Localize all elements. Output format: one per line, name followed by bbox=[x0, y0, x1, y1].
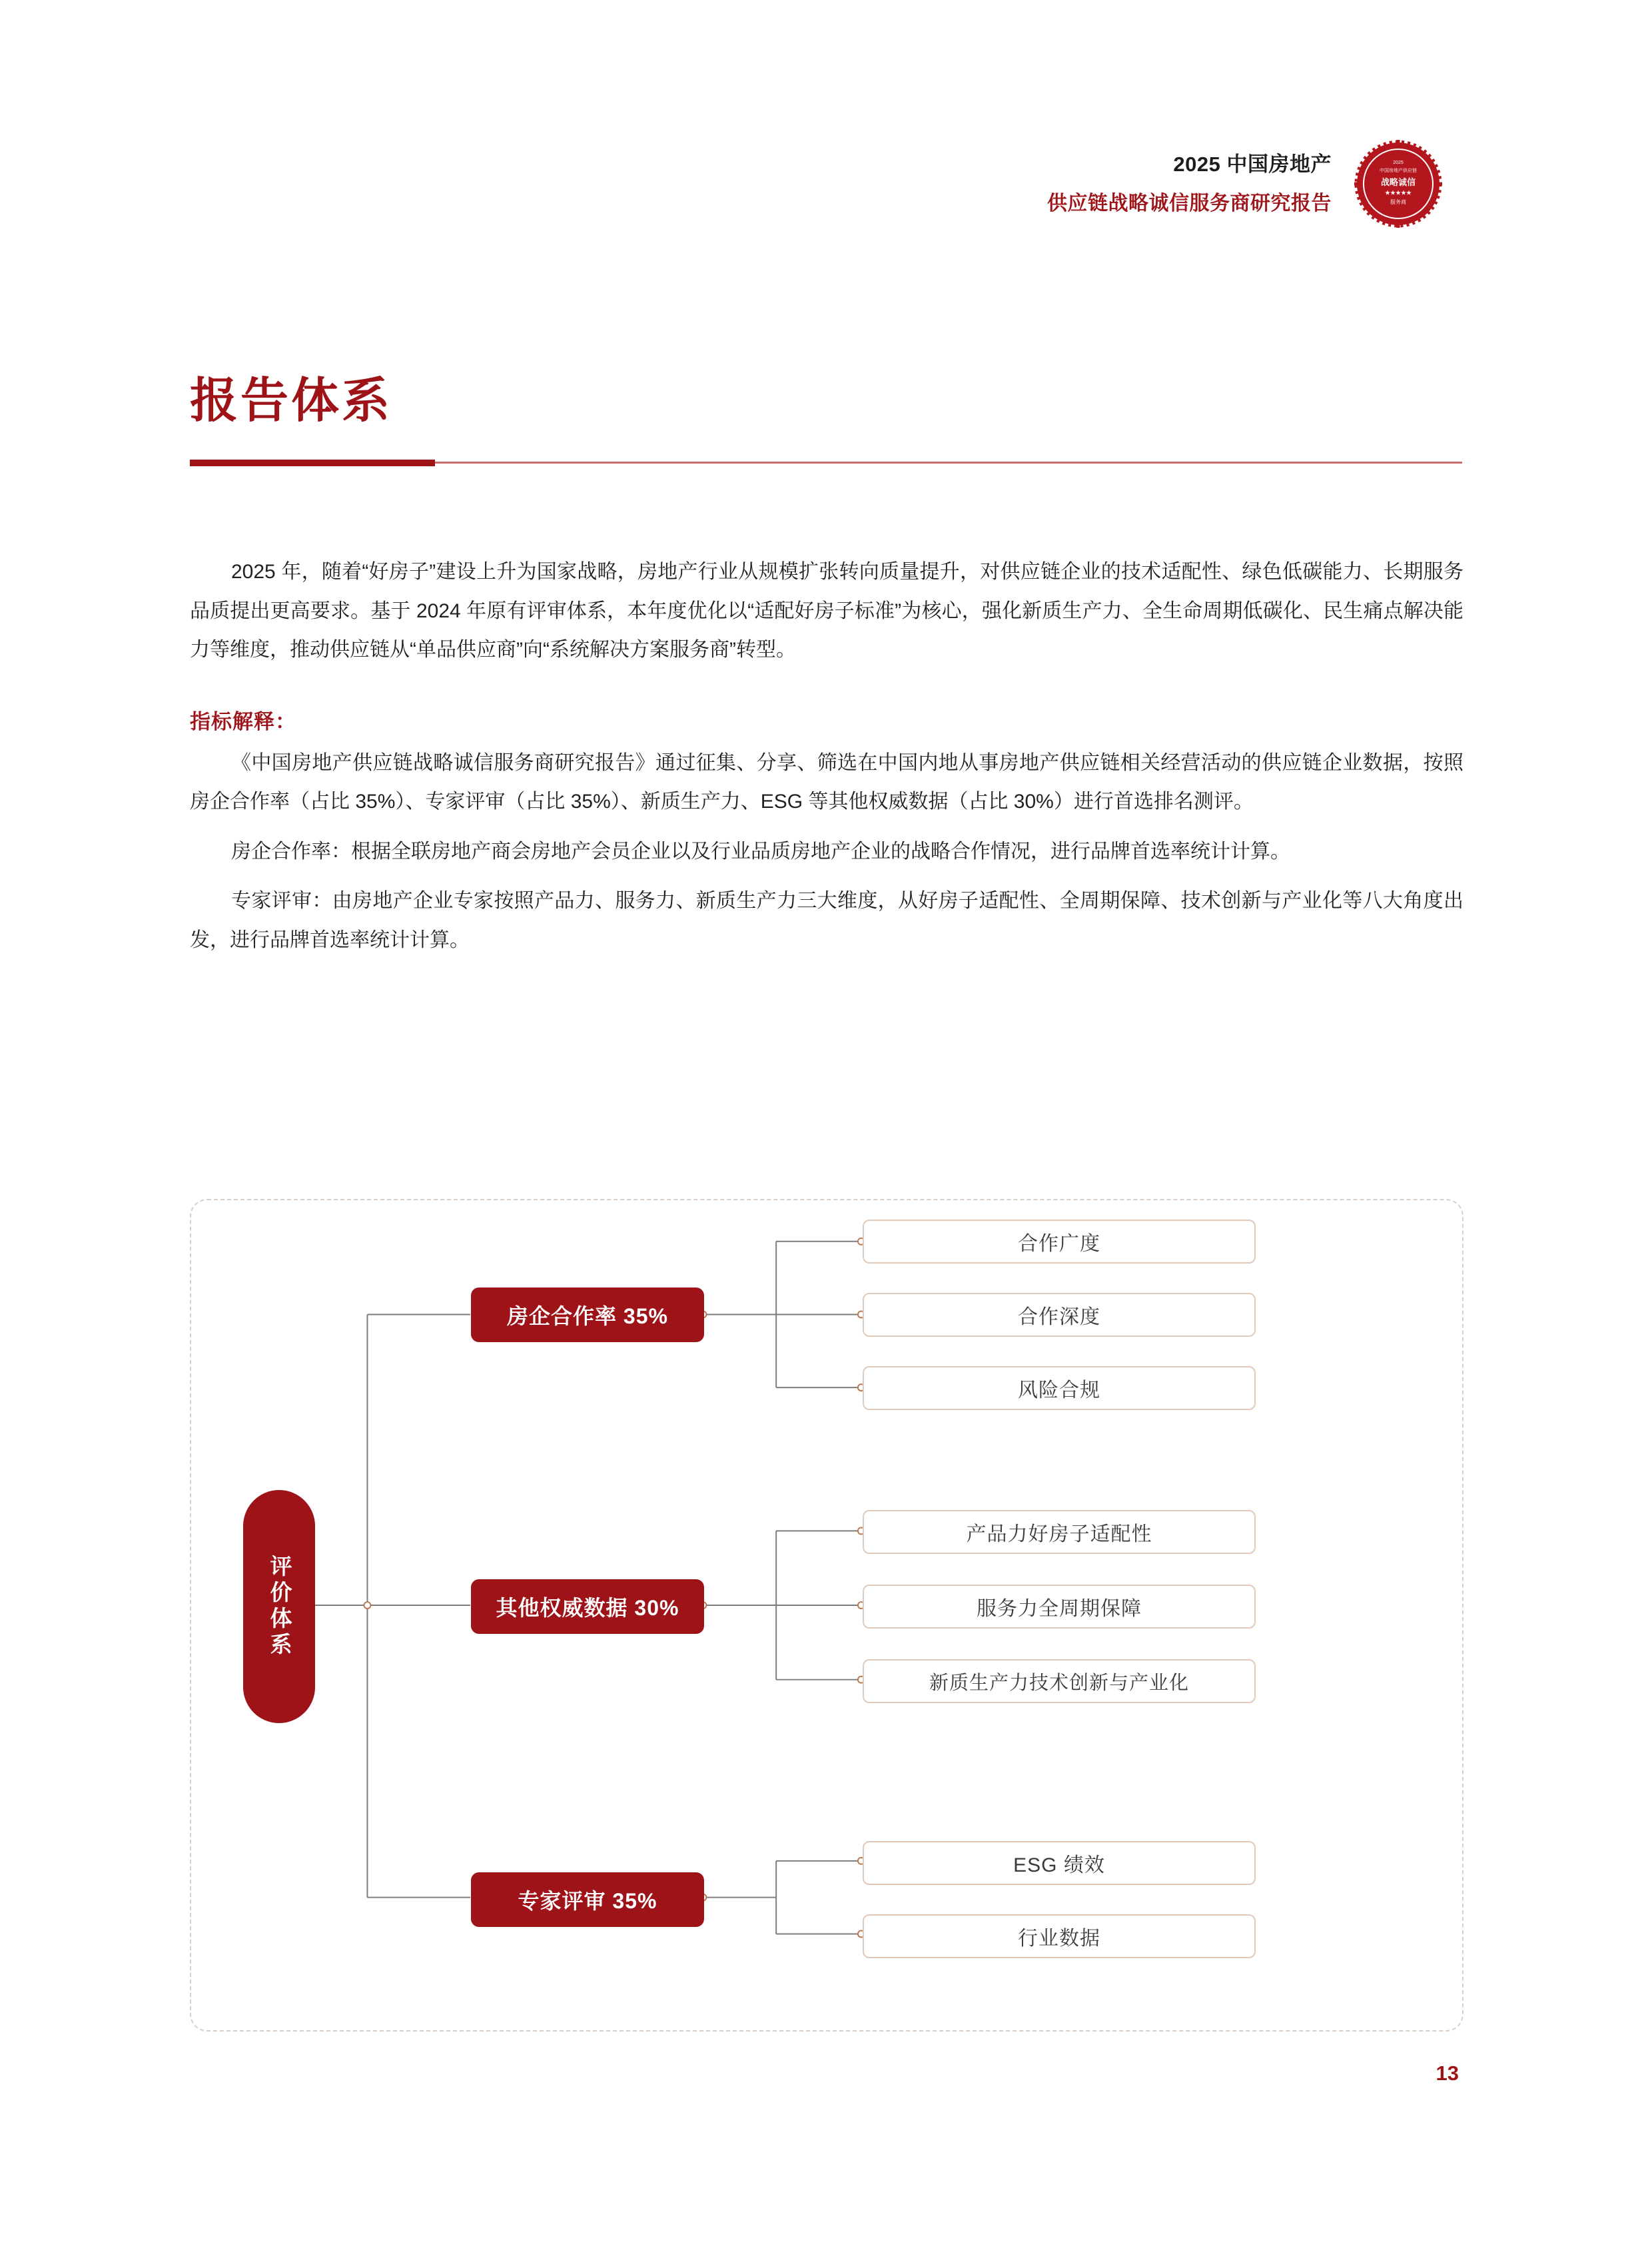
paragraph-intro: 2025 年，随着“好房子”建设上升为国家战略，房地产行业从规模扩张转向质量提升，对供应链企业的技术适配性、绿色低碳能力、长期服务品质提出更高要求。基于 2024 年原有评审体系，本年度优化以“适配好房子标准”为核心，强化新质生产力、全生命周期低碳化、民生痛点解决能力等维度，推动供应链从“单品供应商”向“系统解决方案服务商”转型。 bbox=[190, 561, 1463, 661]
diagram-branch-node-2: 其他权威数据 30% bbox=[471, 1579, 704, 1634]
diagram-leaf-node: 产品力好房子适配性 bbox=[863, 1510, 1256, 1554]
paragraph-methodology: 《中国房地产供应链战略诚信服务商研究报告》通过征集、分享、筛选在中国内地从事房地产供应链相关经营活动的供应链企业数据，按照房企合作率（占比 35%）、专家评审（占比 35%）、新质生产力、ESG 等其他权威数据（占比 30%）进行首选排名测评。 bbox=[190, 751, 1463, 813]
page-number: 13 bbox=[1436, 2061, 1459, 2085]
diagram-leaf-node: 行业数据 bbox=[863, 1914, 1256, 1958]
svg-text:战略诚信: 战略诚信 bbox=[1380, 177, 1416, 187]
diagram-leaf-node: 合作深度 bbox=[863, 1293, 1256, 1337]
paragraph-expert-review: 专家评审：由房地产企业专家按照产品力、服务力、新质生产力三大维度，从好房子适配性、全周期保障、技术创新与产业化等八大角度出发，进行品牌首选率统计计算。 bbox=[190, 890, 1463, 951]
report-name-line: 供应链战略诚信服务商研究报告 bbox=[1047, 192, 1332, 214]
diagram-leaf-node: 服务力全周期保障 bbox=[863, 1585, 1256, 1629]
page-title: 报告体系 bbox=[190, 374, 393, 428]
report-seal-icon bbox=[1354, 140, 1442, 228]
divider-accent-bar bbox=[190, 460, 435, 466]
body-content bbox=[190, 553, 1463, 966]
diagram-branch-node-1: 房企合作率 35% bbox=[471, 1288, 704, 1342]
evaluation-system-diagram bbox=[190, 1199, 1463, 2032]
title-divider bbox=[190, 460, 1462, 466]
svg-text:★★★★★: ★★★★★ bbox=[1385, 190, 1412, 196]
diagram-root-node: 评价体系 bbox=[243, 1490, 315, 1723]
diagram-branch-node-3: 专家评审 35% bbox=[471, 1872, 704, 1927]
header-title-block bbox=[1047, 149, 1332, 220]
svg-text:2025: 2025 bbox=[1393, 161, 1404, 165]
section-subheading: 指标解释： bbox=[190, 709, 296, 733]
diagram-leaf-node: 合作广度 bbox=[863, 1220, 1256, 1264]
svg-text:服务商: 服务商 bbox=[1390, 199, 1406, 205]
diagram-leaf-node: 新质生产力技术创新与产业化 bbox=[863, 1659, 1256, 1703]
diagram-leaf-node: 风险合规 bbox=[863, 1366, 1256, 1410]
svg-text:中国房地产供应链: 中国房地产供应链 bbox=[1380, 169, 1417, 173]
diagram-connector-lines bbox=[191, 1200, 1462, 2030]
report-year-line: 2025 中国房地产 bbox=[1173, 152, 1332, 176]
paragraph-cooperation-rate: 房企合作率：根据全联房地产商会房地产会员企业以及行业品质房地产企业的战略合作情况，进行品牌首选率统计计算。 bbox=[231, 840, 1290, 863]
diagram-leaf-node: ESG 绩效 bbox=[863, 1841, 1256, 1885]
page-header bbox=[1047, 140, 1442, 228]
